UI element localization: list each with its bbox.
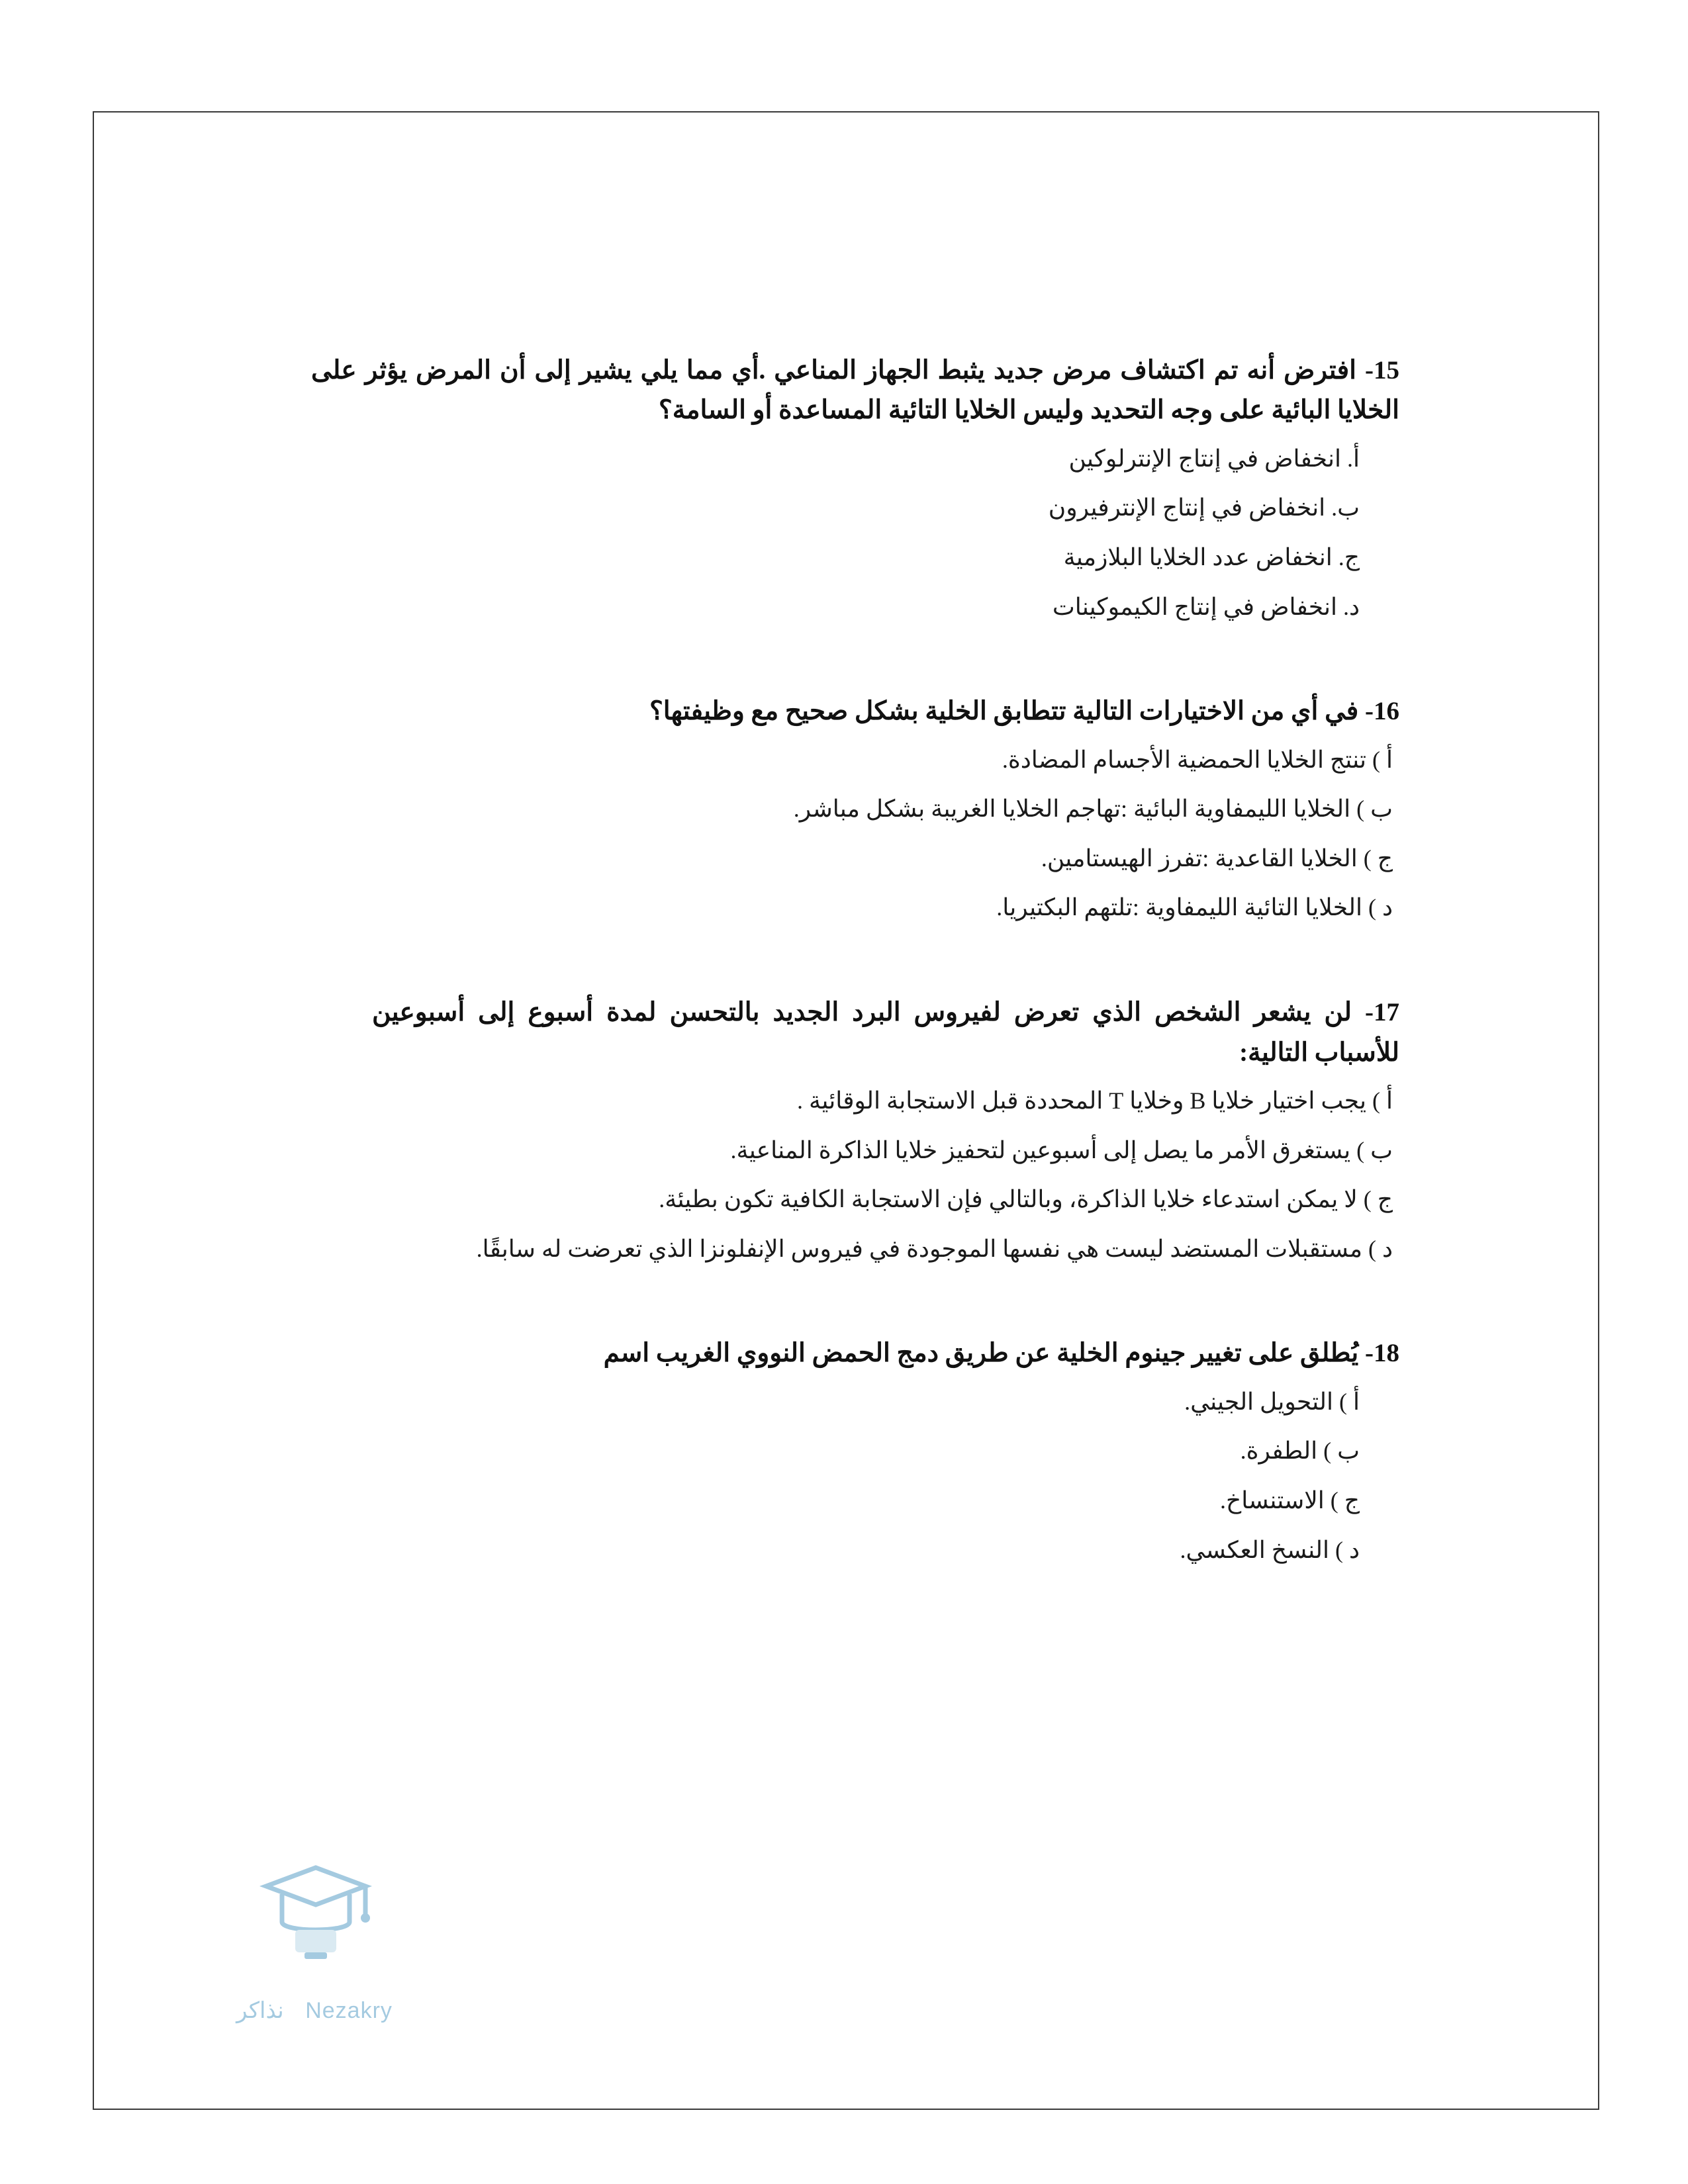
option-item[interactable]: ج ) الخلايا القاعدية :تفرز الهيستامين. [1041, 844, 1393, 872]
scanned-sheet [93, 111, 1599, 2110]
option-item[interactable]: د ) الخلايا التائية الليمفاوية :تلتهم البكتيريا. [996, 894, 1393, 921]
option-list [293, 1085, 1399, 1265]
option-item[interactable]: د ) النسخ العكسي. [1180, 1536, 1360, 1563]
question-stem: 17- لن يشعر الشخص الذي تعرض لفيروس البرد الجديد بالتحسن لمدة أسبوع إلى أسبوعين للأسباب التالية: [372, 998, 1399, 1067]
spacer [293, 659, 1399, 692]
question-block [293, 993, 1399, 1265]
question-block [293, 351, 1399, 623]
questions-container [293, 351, 1399, 1602]
option-item[interactable]: ب ) يستغرق الأمر ما يصل إلى أسبوعين لتحفيز خلايا الذاكرة المناعية. [730, 1136, 1393, 1163]
question-stem: 15- افترض أنه تم اكتشاف مرض جديد يثبط الجهاز المناعي .أي مما يلي يشير إلى أن المرض يؤثر على الخلايا البائية على وجه التحديد وليس الخلايا التائية المساعدة أو السامة؟ [311, 356, 1399, 425]
option-item[interactable]: ج ) الاستنساخ. [1220, 1486, 1360, 1514]
option-item[interactable]: أ ) التحويل الجيني. [1184, 1388, 1360, 1415]
option-list [293, 443, 1399, 623]
question-stem: 18- يُطلق على تغيير جينوم الخلية عن طريق دمج الحمض النووي الغريب اسم [603, 1339, 1399, 1368]
watermark-label [205, 1997, 424, 2024]
option-item[interactable]: أ ) يجب اختيار خلايا B وخلايا T المحددة قبل الاستجابة الوقائية . [797, 1087, 1393, 1114]
question-stem: 16- في أي من الاختيارات التالية تتطابق الخلية بشكل صحيح مع وظيفتها؟ [649, 697, 1399, 726]
option-item[interactable]: أ ) تنتج الخلايا الحمضية الأجسام المضادة. [1002, 746, 1393, 773]
option-item[interactable]: ب ) الخلايا الليمفاوية البائية :تهاجم الخلايا الغريبة بشكل مباشر. [793, 796, 1393, 823]
option-list [293, 1386, 1399, 1566]
option-item[interactable]: ب ) الطفرة. [1240, 1437, 1360, 1465]
option-item[interactable]: د. انخفاض في إنتاج الكيموكينات [1052, 593, 1360, 620]
graduation-cap-icon [258, 1858, 374, 1964]
watermark-arabic: نذاكر [236, 1998, 284, 2023]
option-item[interactable]: أ. انخفاض في إنتاج الإنترلوكين [1068, 445, 1360, 472]
spacer [293, 1300, 1399, 1334]
spacer [293, 960, 1399, 993]
watermark-latin: Nezakry [305, 1998, 393, 2023]
option-item[interactable]: د ) مستقبلات المستضد ليست هي نفسها الموجودة في فيروس الإنفلونزا الذي تعرضت له سابقًا. [476, 1235, 1393, 1262]
option-item[interactable]: ج ) لا يمكن استدعاء خلايا الذاكرة، وبالتالي فإن الاستجابة الكافية تكون بطيئة. [659, 1186, 1393, 1213]
question-block [293, 692, 1399, 924]
option-list [293, 744, 1399, 924]
option-item[interactable]: ب. انخفاض في إنتاج الإنترفيرون [1048, 494, 1360, 522]
question-block [293, 1334, 1399, 1566]
watermark [205, 1858, 424, 2024]
option-item[interactable]: ج. انخفاض عدد الخلايا البلازمية [1063, 544, 1360, 571]
